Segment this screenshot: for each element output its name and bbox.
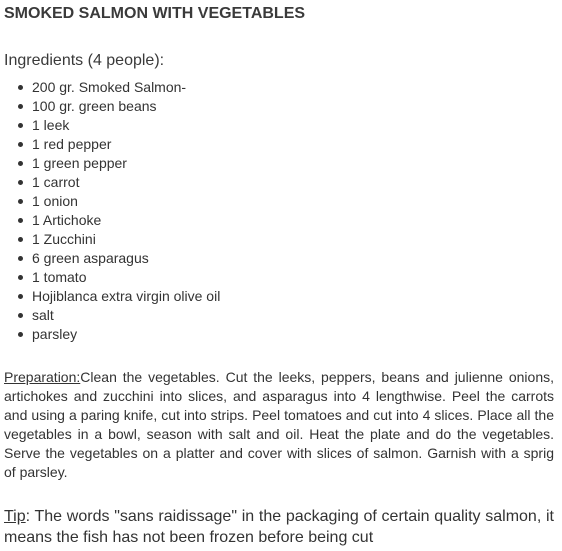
ingredient-item xyxy=(4,173,554,192)
bullet-icon xyxy=(18,161,23,166)
ingredient-item xyxy=(4,78,554,97)
ingredient-item xyxy=(4,268,554,287)
tip-label: Tip xyxy=(4,508,26,525)
bullet-icon xyxy=(18,256,23,261)
ingredient-text: 1 red pepper xyxy=(32,136,112,152)
ingredient-item xyxy=(4,116,554,135)
bullet-icon xyxy=(18,180,23,185)
ingredient-text: 1 tomato xyxy=(32,269,87,285)
bullet-icon xyxy=(18,85,23,90)
bullet-icon xyxy=(18,142,23,147)
ingredient-item xyxy=(4,249,554,268)
bullet-icon xyxy=(18,237,23,242)
ingredient-text: 1 leek xyxy=(32,117,70,133)
bullet-icon xyxy=(18,313,23,318)
ingredient-item xyxy=(4,192,554,211)
recipe-title: SMOKED SALMON WITH VEGETABLES xyxy=(4,5,306,22)
ingredient-text: 1 carrot xyxy=(32,174,80,190)
ingredients-list xyxy=(4,78,554,344)
ingredient-text: 1 Zucchini xyxy=(32,231,96,247)
ingredient-text: salt xyxy=(32,307,54,323)
ingredients-heading: Ingredients (4 people): xyxy=(4,52,165,69)
bullet-icon xyxy=(18,199,23,204)
bullet-icon xyxy=(18,275,23,280)
ingredient-item xyxy=(4,287,554,306)
bullet-icon xyxy=(18,332,23,337)
ingredient-text: 6 green asparagus xyxy=(32,250,149,266)
ingredient-text: Hojiblanca extra virgin olive oil xyxy=(32,288,221,304)
bullet-icon xyxy=(18,294,23,299)
ingredient-item xyxy=(4,306,554,325)
ingredient-item xyxy=(4,135,554,154)
bullet-icon xyxy=(18,218,23,223)
preparation-text: Clean the vegetables. Cut the leeks, peppers, beans and julienne onions, artichokes and zucchini into slices, and asparagus into 4 lengthwise. Peel the carrots and using a paring knife, cut into strips. Peel tomatoes and cut into 4 slices. Place all the vegetables in a bowl, season with salt and oil. Heat the plate and do the vegetables. Serve the vegetables on a platter and cover with slices of salmon. Garnish with a sprig of parsley. xyxy=(4,369,554,480)
preparation-paragraph xyxy=(4,368,554,482)
ingredient-text: parsley xyxy=(32,326,78,342)
ingredient-item xyxy=(4,211,554,230)
ingredient-text: 100 gr. green beans xyxy=(32,98,157,114)
ingredient-item xyxy=(4,154,554,173)
ingredient-item xyxy=(4,97,554,116)
bullet-icon xyxy=(18,104,23,109)
ingredient-text: 1 green pepper xyxy=(32,155,127,171)
preparation-label: Preparation: xyxy=(4,369,81,385)
ingredient-text: 200 gr. Smoked Salmon- xyxy=(32,79,187,95)
ingredient-text: 1 Artichoke xyxy=(32,212,102,228)
ingredient-item xyxy=(4,325,554,344)
ingredient-text: 1 onion xyxy=(32,193,78,209)
tip-paragraph xyxy=(4,506,554,548)
bullet-icon xyxy=(18,123,23,128)
ingredient-item xyxy=(4,230,554,249)
tip-text: : The words "sans raidissage" in the packaging of certain quality salmon, it means the fish has not been frozen before being cut xyxy=(4,508,554,546)
